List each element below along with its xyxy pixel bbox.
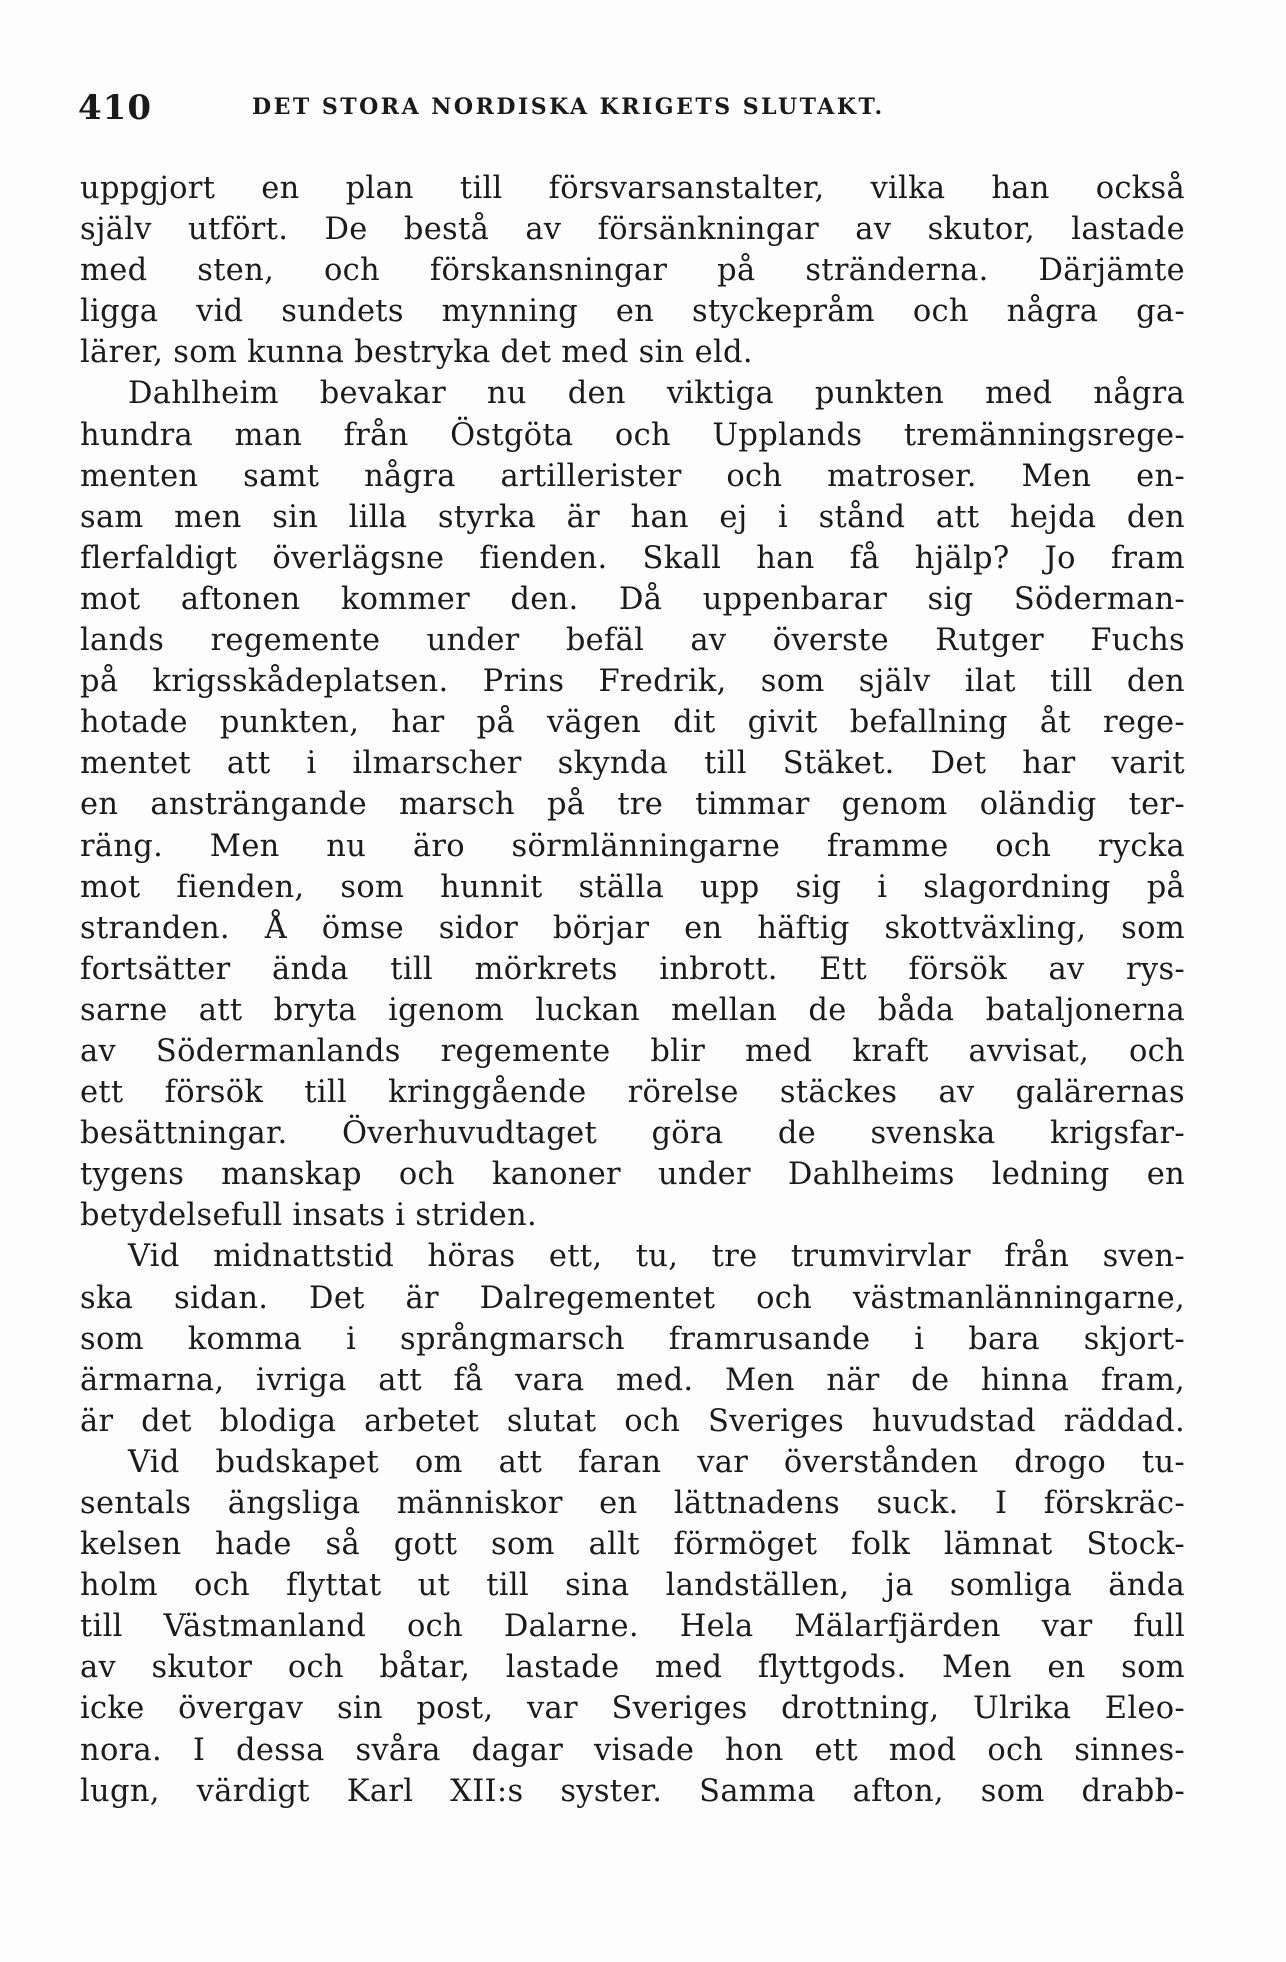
text-line: mot fienden, som hunnit ställa upp sig i slagordning på [80,869,1185,905]
text-line: med sten, och förskansningar på stränderna. Därjämte [80,253,1185,289]
text-line: sam men sin lilla styrka är han ej i stånd att hejda den [80,499,1185,535]
text-line: flerfaldigt överlägsne fienden. Skall han få hjälp? Jo fram [80,540,1185,576]
page-header [78,88,1188,132]
text-line: kelsen hade så gott som allt förmöget folk lämnat Stock- [80,1527,1185,1563]
text-line: ärmarna, ivriga att få vara med. Men när de hinna fram, [80,1362,1185,1398]
text-line: av Södermanlands regemente blir med kraft avvisat, och [80,1033,1185,1069]
text-line: sentals ängsliga människor en lättnadens suck. I förskräc- [80,1486,1185,1521]
text-line: fortsätter ända till mörkrets inbrott. Ett försök av rys- [80,951,1185,987]
text-line: som komma i språngmarsch framrusande i bara skjort- [80,1321,1185,1357]
paragraph-start-line: Vid midnattstid höras ett, tu, tre trumvirvlar från sven- [128,1239,1185,1275]
text-line: icke övergav sin post, var Sveriges drottning, Ulrika Eleo- [80,1691,1185,1727]
text-line: hotade punkten, har på vägen dit givit befallning åt rege- [80,705,1185,741]
text-line: av skutor och båtar, lastade med flyttgods. Men en som [80,1650,1185,1686]
text-line: sarne att bryta igenom luckan mellan de båda bataljonerna [80,992,1185,1028]
paragraph-start-line: Vid budskapet om att faran var överstånden drogo tu- [128,1444,1185,1480]
text-line: menten samt några artillerister och matroser. Men en- [80,458,1185,494]
text-line: mot aftonen kommer den. Då uppenbarar sig Söderman- [80,581,1185,617]
text-line: själv utfört. De bestå av försänkningar av skutor, lastade [80,212,1185,248]
text-line: holm och flyttat ut till sina landställen, ja somliga ända [80,1568,1185,1604]
text-line: besättningar. Överhuvudtaget göra de svenska krigsfar- [80,1116,1185,1152]
text-line: nora. I dessa svåra dagar visade hon ett mod och sinnes- [80,1732,1185,1768]
text-line: betydelsefull insats i striden. [80,1198,537,1234]
text-line: uppgjort en plan till försvarsanstalter, vilka han också [80,171,1185,206]
text-line: stranden. Å ömse sidor börjar en häftig skottväxling, som [80,910,1185,946]
text-line: mentet att i ilmarscher skynda till Stäket. Det har varit [80,746,1185,782]
page-number: 410 [78,88,152,128]
text-line: på krigsskådeplatsen. Prins Fredrik, som själv ilat till den [80,664,1185,700]
text-line: ligga vid sundets mynning en styckepråm och några ga- [80,294,1185,330]
text-line: lärer, som kunna bestryka det med sin eld. [80,335,753,371]
text-line: räng. Men nu äro sörmlänningarne framme och rycka [80,828,1185,864]
text-line: till Västmanland och Dalarne. Hela Mälarfjärden var full [80,1609,1185,1645]
text-line: tygens manskap och kanoner under Dahlheims ledning en [80,1157,1185,1193]
text-line: hundra man från Östgöta och Upplands tremänningsrege- [80,417,1185,453]
text-line: ska sidan. Det är Dalregementet och västmanlänningarne, [80,1280,1185,1316]
text-line: är det blodiga arbetet slutat och Sveriges huvudstad räddad. [80,1403,1185,1439]
body-text [80,168,1185,1812]
text-line: en ansträngande marsch på tre timmar genom oländig ter- [80,787,1185,823]
running-title: DET STORA NORDISKA KRIGETS SLUTAKT. [252,94,885,120]
text-line: ett försök till kringgående rörelse stäckes av galärernas [80,1075,1185,1111]
paragraph-start-line: Dahlheim bevakar nu den viktiga punkten med några [128,376,1185,412]
text-line: lands regemente under befäl av överste Rutger Fuchs [80,623,1185,659]
text-line: lugn, värdigt Karl XII:s syster. Samma afton, som drabb- [80,1773,1185,1809]
